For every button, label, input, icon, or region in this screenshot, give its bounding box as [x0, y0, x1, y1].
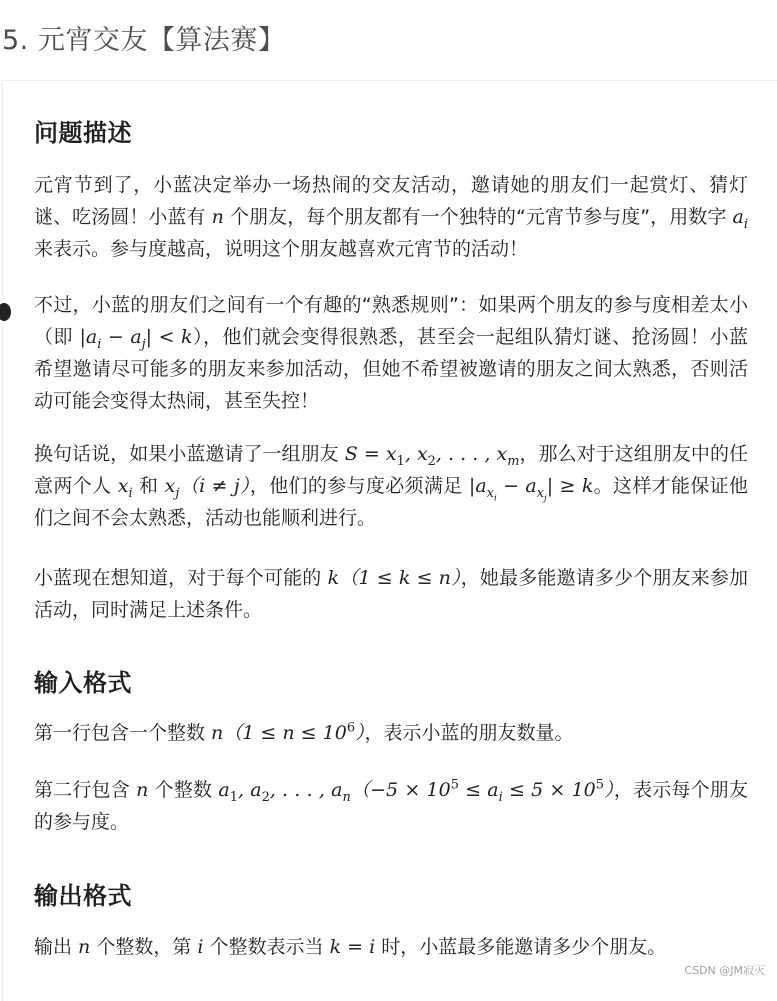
math-n: n: [78, 936, 91, 958]
text: 不过，小蓝的朋友们之间有一个有趣的“熟悉规则”：如果两个朋友的参与度相差太小（即: [34, 294, 748, 348]
math-sub: [536, 485, 547, 504]
side-dot-marker: [0, 303, 11, 321]
math-exp: 5: [595, 777, 604, 793]
math: | ≥ k: [546, 475, 594, 497]
input-line-1: [34, 717, 748, 749]
math-range: （1 ≤ n ≤ 10: [223, 722, 347, 744]
math: ≤ 5 × 10: [502, 779, 596, 801]
math: − a: [101, 326, 142, 348]
text: 个整数表示当: [203, 936, 330, 958]
math: , x: [404, 443, 428, 465]
math: , . . . , x: [435, 443, 508, 465]
math-i: i: [197, 936, 204, 958]
math-sub: 1: [229, 789, 238, 805]
math-sub: n: [342, 789, 351, 805]
math: |a: [468, 475, 487, 497]
text: 第一行包含一个整数: [34, 722, 212, 744]
math-k: k: [327, 567, 340, 589]
text: 换句话说，如果小蓝邀请了一组朋友: [34, 443, 345, 465]
math-a: a: [732, 206, 744, 228]
text: ），他们就会变得很熟悉，甚至会一起组队猜灯谜、抢汤圆！小蓝希望邀请尽可能多的朋友来参加活动，但她不希望被邀请的朋友之间太熟悉，否则活动可能会变得太热闹，甚至失控！: [34, 326, 748, 412]
math: , a: [237, 779, 262, 801]
math: a: [218, 779, 230, 801]
math: x: [117, 475, 129, 497]
text: ，表示每个朋友的参与度。: [34, 779, 748, 833]
text: 来表示。参与度越高，说明这个朋友越喜欢元宵节的活动！: [34, 238, 529, 260]
math-sub-x: x: [536, 485, 545, 501]
text: 。这样才能保证他们之间不会太熟悉，活动也能顺利进行。: [34, 475, 749, 529]
text: 输出: [34, 936, 79, 958]
math-sub-i: i: [493, 493, 497, 504]
math-sub: 2: [427, 453, 436, 469]
problem-card: [2, 80, 777, 1001]
math-n: n: [211, 722, 224, 744]
math: | < k: [145, 326, 193, 348]
text: 元宵节到了，小蓝决定举办一场热闹的交友活动，邀请她的朋友们一起赏灯、猜灯谜、吃汤圆！小蓝有: [34, 174, 748, 228]
math: x: [164, 475, 176, 497]
math-sub-j: j: [544, 493, 547, 504]
math-sub: i: [743, 216, 748, 232]
text: 个整数: [148, 779, 219, 801]
math: （−5 × 10: [350, 779, 451, 801]
input-heading: 输入格式: [34, 669, 132, 697]
math-sub: i: [498, 789, 503, 805]
math: |a: [79, 326, 98, 348]
math-range: （1 ≤ k ≤ n）: [339, 567, 461, 589]
text: ，表示小蓝的朋友数量。: [364, 722, 574, 744]
math: ≤ a: [458, 779, 499, 801]
text: 个整数，第: [90, 936, 198, 958]
math: （i ≠ j）: [179, 475, 250, 497]
text: ，她最多能邀请多少个朋友来参加活动，同时满足上述条件。: [34, 567, 748, 621]
text: 第二行包含: [34, 779, 137, 801]
output-line-1: [34, 931, 748, 963]
math-exp: 6: [346, 720, 356, 736]
math-n: n: [211, 206, 224, 228]
input-line-2: [34, 774, 748, 838]
problem-paragraph-2: [34, 289, 748, 417]
text: 个朋友，每个朋友都有一个独特的“元宵节参与度”，用数字: [223, 206, 733, 228]
text: 和: [132, 475, 165, 497]
math-sub: 1: [396, 453, 405, 469]
problem-heading: 问题描述: [34, 119, 132, 147]
math-exp: 5: [450, 777, 459, 793]
math-sub: 2: [261, 789, 270, 805]
math-n: n: [136, 779, 149, 801]
text: 小蓝现在想知道，对于每个可能的: [34, 567, 328, 589]
math-range: ）: [355, 722, 365, 744]
math-sub: [486, 485, 497, 504]
problem-paragraph-4: [34, 562, 748, 626]
math: ）: [603, 779, 614, 801]
text: ，那么对于这组朋友中的任意两个人: [34, 443, 748, 497]
page-title: 5. 元宵交友【算法赛】: [2, 25, 286, 56]
math-sub-x: x: [486, 485, 494, 501]
math: − a: [496, 475, 537, 497]
math-sub: j: [175, 485, 180, 501]
math-eq: k = i: [329, 936, 376, 958]
math-sub: m: [507, 453, 520, 469]
text: 时，小蓝最多能邀请多少个朋友。: [375, 936, 667, 958]
problem-paragraph-1: [34, 169, 748, 265]
text: ，他们的参与度必须满足: [249, 475, 469, 497]
output-heading: 输出格式: [34, 882, 132, 910]
csdn-watermark: CSDN @JM寂灭: [684, 964, 765, 977]
problem-paragraph-3: [34, 438, 748, 534]
math-sub: i: [97, 336, 102, 352]
math-sub: i: [128, 485, 133, 501]
math: S = x: [344, 443, 397, 465]
math: , . . . , a: [269, 779, 343, 801]
math-sub: j: [141, 336, 146, 352]
